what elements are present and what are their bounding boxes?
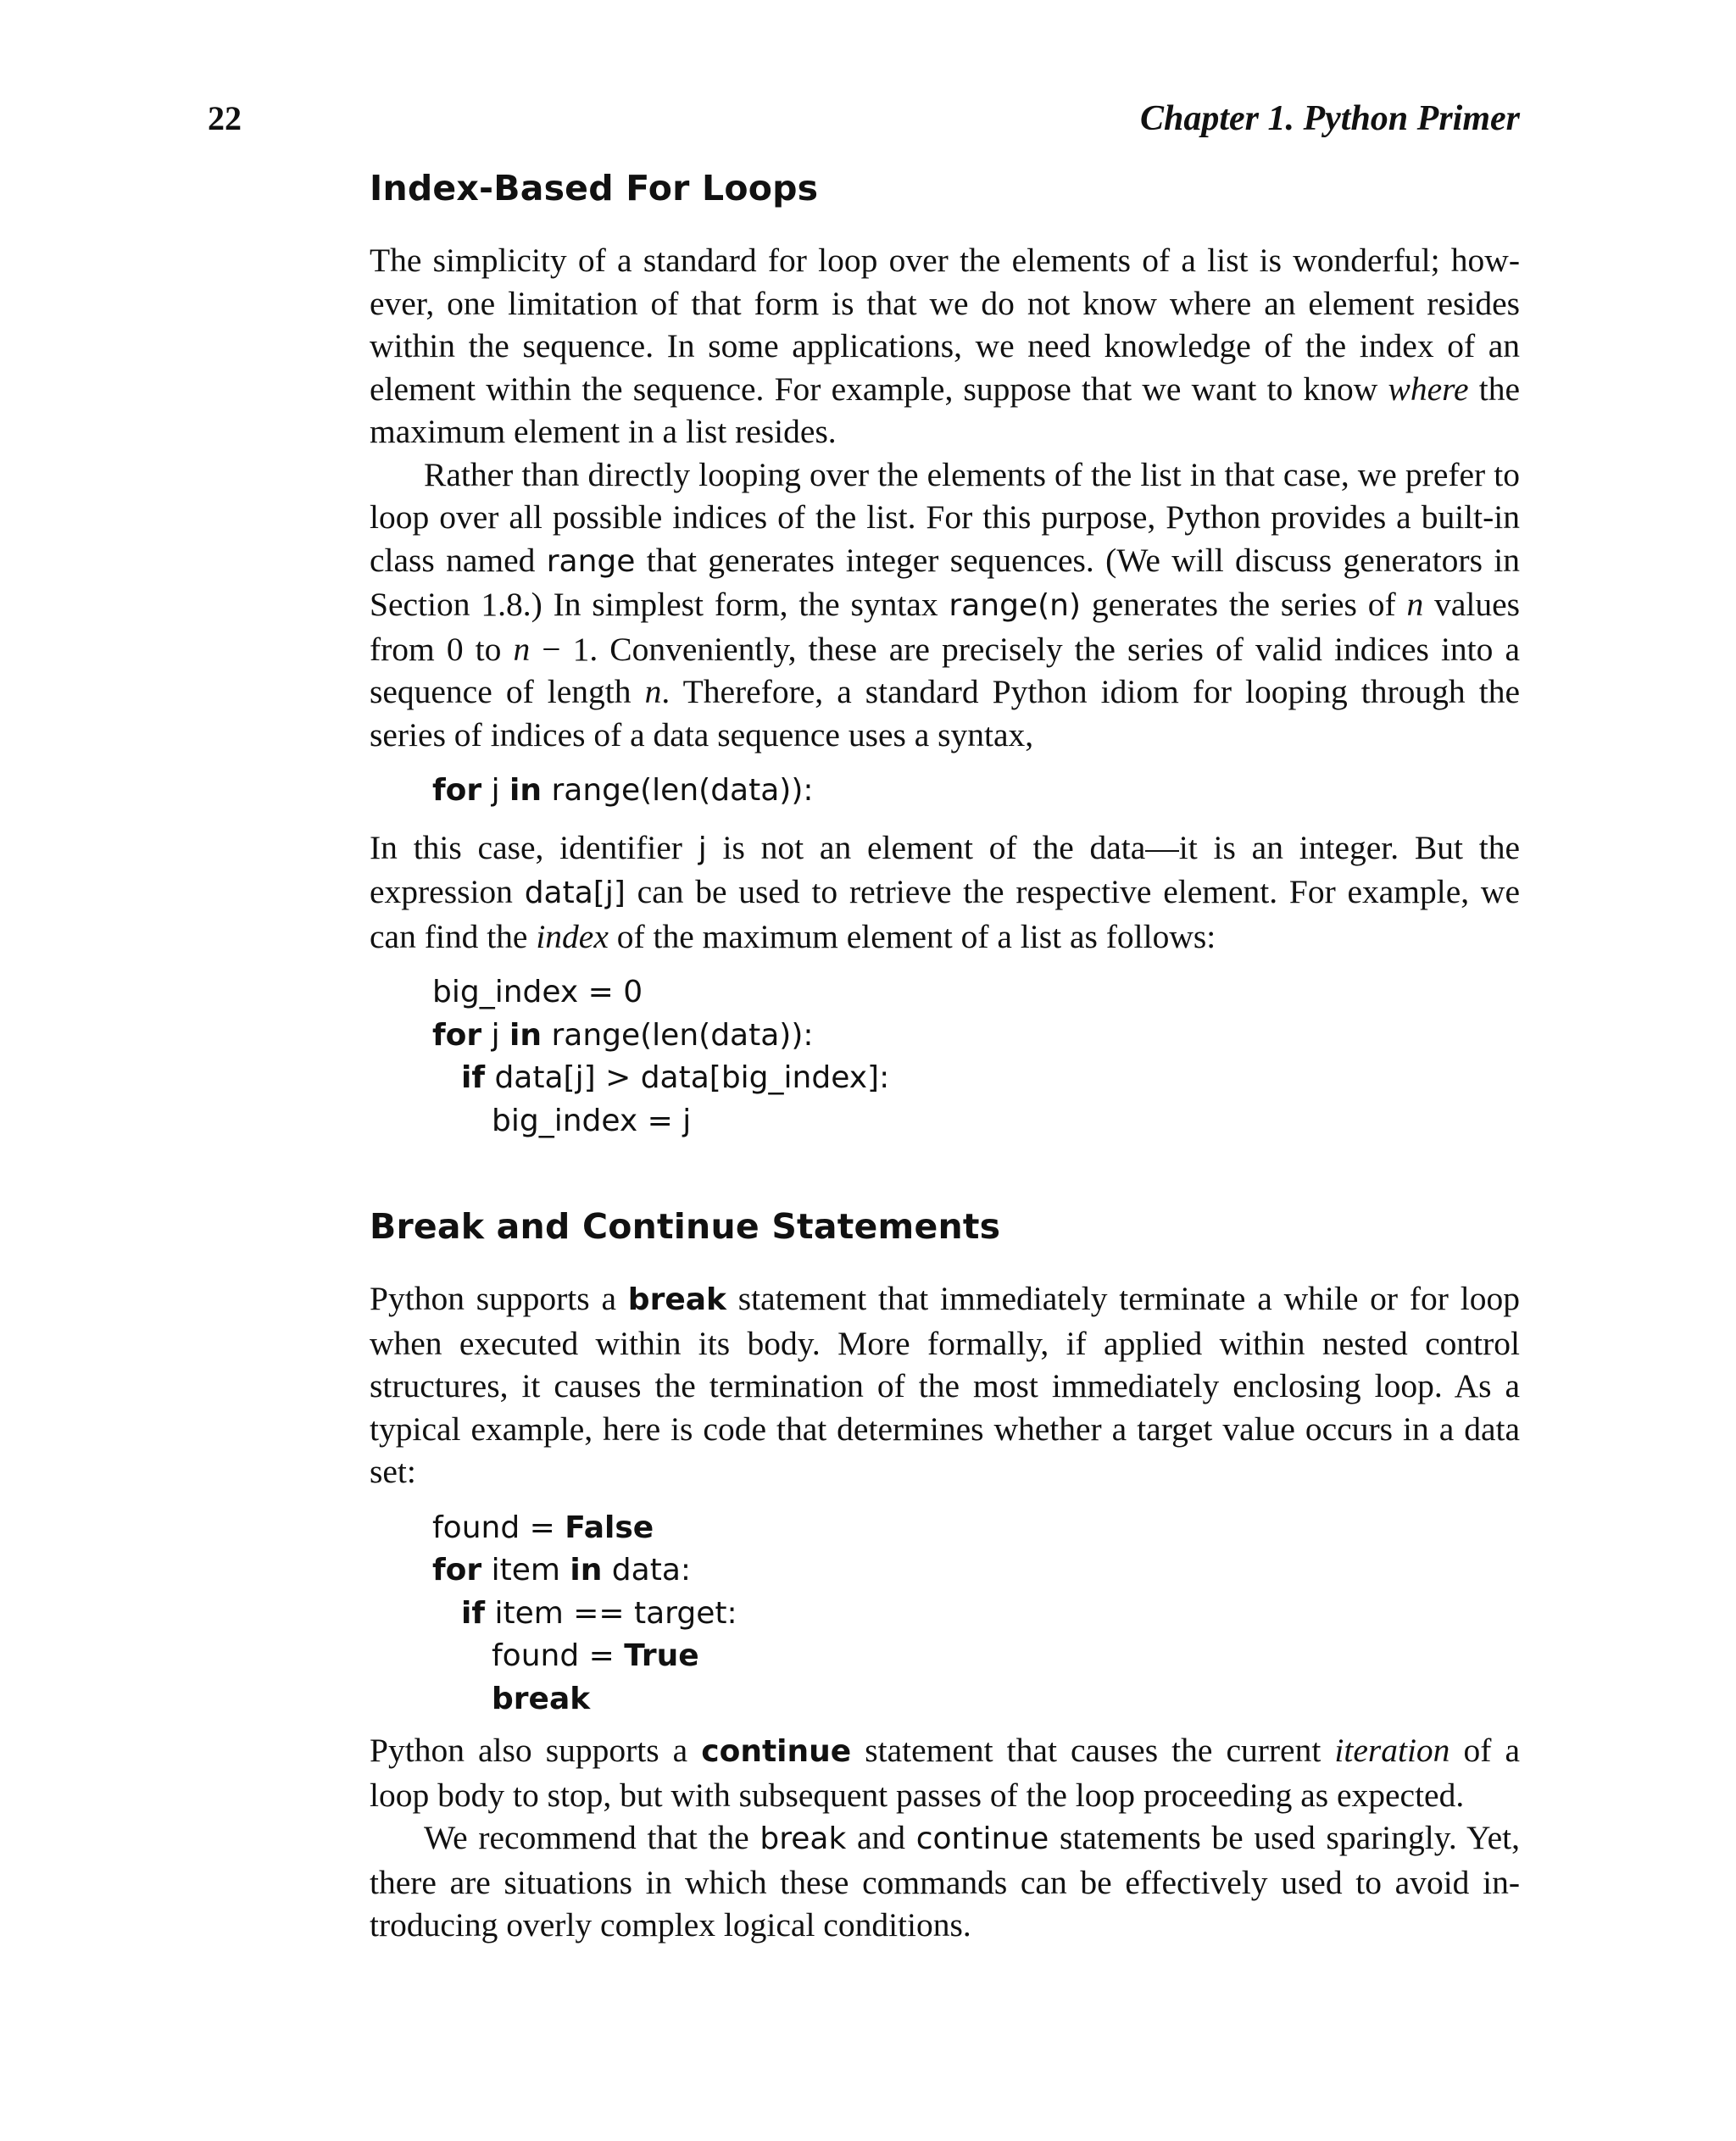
- code-block: [432, 971, 1520, 1143]
- section-heading: Index-Based For Loops: [370, 168, 819, 209]
- paragraph: Rather than directly looping over the elements of the list in that case, we prefer to loop over all possible indices of the list. For this purpose, Python provides a built-in class named range that generates integer sequences. (We will discuss generators in Section 1.8.) In simplest form, the syntax range(n) generates the series of n values from 0 to n − 1. Conveniently, these are precisely the series of valid indices into a sequence of length n. Therefore, a standard Python idiom for looping through the series of indices of a data sequence uses a syntax,: [370, 455, 1521, 754]
- code-line: for j in range(len(data)):: [432, 1017, 814, 1053]
- paragraph: Python supports a break statement that immediately terminate a while or for loop when executed within its body. More formally, if applied within nested control structures, it causes the termination of the most immediately enclosing loop. As a typical example, here is code that determines whether a target value occurs in a data set:: [370, 1280, 1520, 1490]
- section-heading: Break and Continue Statements: [370, 1206, 1001, 1247]
- code-line: found = False: [432, 1510, 654, 1545]
- code-line: for item in data:: [432, 1553, 692, 1588]
- code-line: if data[j] > data[big_index]:: [461, 1060, 890, 1095]
- section-break-and-continue: [370, 1199, 1520, 1947]
- paragraph: Python also supports a continue statement that causes the current iteration of a loop body to stop, but with subsequent passes of the loop proceeding as expected.: [370, 1732, 1521, 1814]
- paragraph: We recommend that the break and continue statements be used sparingly. Yet, there are situations in which these commands can be effectively used to avoid introducing overly complex logical conditions.: [370, 1819, 1520, 1944]
- page-header: [208, 98, 1520, 149]
- code-line: if item == target:: [461, 1595, 737, 1631]
- code-block: [432, 1507, 1520, 1721]
- code-block: [432, 770, 1520, 813]
- code-line: big_index = j: [492, 1103, 692, 1138]
- section-index-based-for-loops: [370, 161, 1520, 1151]
- code-line: found = True: [492, 1638, 699, 1673]
- code-line: big_index = 0: [432, 975, 643, 1009]
- paragraph: In this case, identifier j is not an element of the data—it is an integer. But the expression data[j] can be used to retrieve the respective element. For example, we can find the index of the maximum element of a list as follows:: [370, 828, 1520, 955]
- paragraph: The simplicity of a standard for loop over the elements of a list is wonderful; however, one limitation of that form is that we do not know where an element resides within the sequence. In some applications, we need knowledge of the index of an element within the sequence. For example, suppose that we want to know where the maximum element in a list resides.: [370, 242, 1520, 450]
- page-number: 22: [208, 99, 242, 137]
- code-line: break: [492, 1681, 591, 1716]
- running-head: Chapter 1. Python Primer: [1139, 99, 1520, 138]
- code-line: for j in range(len(data)):: [432, 773, 814, 808]
